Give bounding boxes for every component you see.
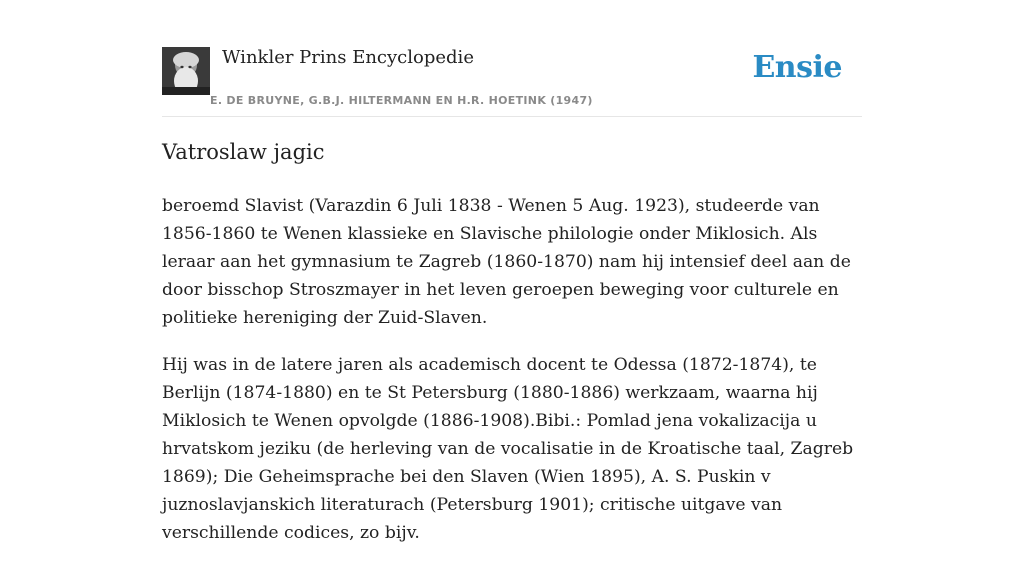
brand-logo[interactable]: Ensie bbox=[752, 50, 842, 85]
article-body bbox=[162, 192, 862, 566]
article-paragraph: beroemd Slavist (Varazdin 6 Juli 1838 - Wenen 5 Aug. 1923), studeerde van 1856-1860 te Wenen klassieke en Slavische philologie onder Miklosich. Als leraar aan het gymnasium te Zagreb (1860-1870) nam hij intensief deel aan de door bisschop Stroszmayer in het leven geroepen beweging voor culturele en politieke hereniging der Zuid-Slaven. bbox=[162, 196, 851, 328]
source-header bbox=[162, 40, 862, 117]
source-authors: E. DE BRUYNE, G.B.J. HILTERMANN EN H.R. HOETINK (1947) bbox=[210, 94, 593, 107]
article-paragraph: Hij was in de latere jaren als academisch docent te Odessa (1872-1874), te Berlijn (1874-1880) en te St Petersburg (1880-1886) werkzaam, waarna hij Miklosich te Wenen opvolgde (1886-1908).Bibi.: Pomlad jena vokalizacija u hrvatskom jeziku (de herleving van de vocalisatie in de Kroatische taal, Zagreb 1869); Die Geheimsprache bei den Slaven (Wien 1895), A. S. Puskin v juznoslavjanskich literaturach (Petersburg 1901); critische uitgave van verschillende codices, zo bijv. bbox=[162, 355, 854, 543]
source-title[interactable]: Winkler Prins Encyclopedie bbox=[222, 47, 474, 68]
author-avatar[interactable] bbox=[162, 47, 210, 95]
article-title: Vatroslaw jagic bbox=[162, 140, 325, 164]
portrait-image bbox=[162, 47, 210, 95]
